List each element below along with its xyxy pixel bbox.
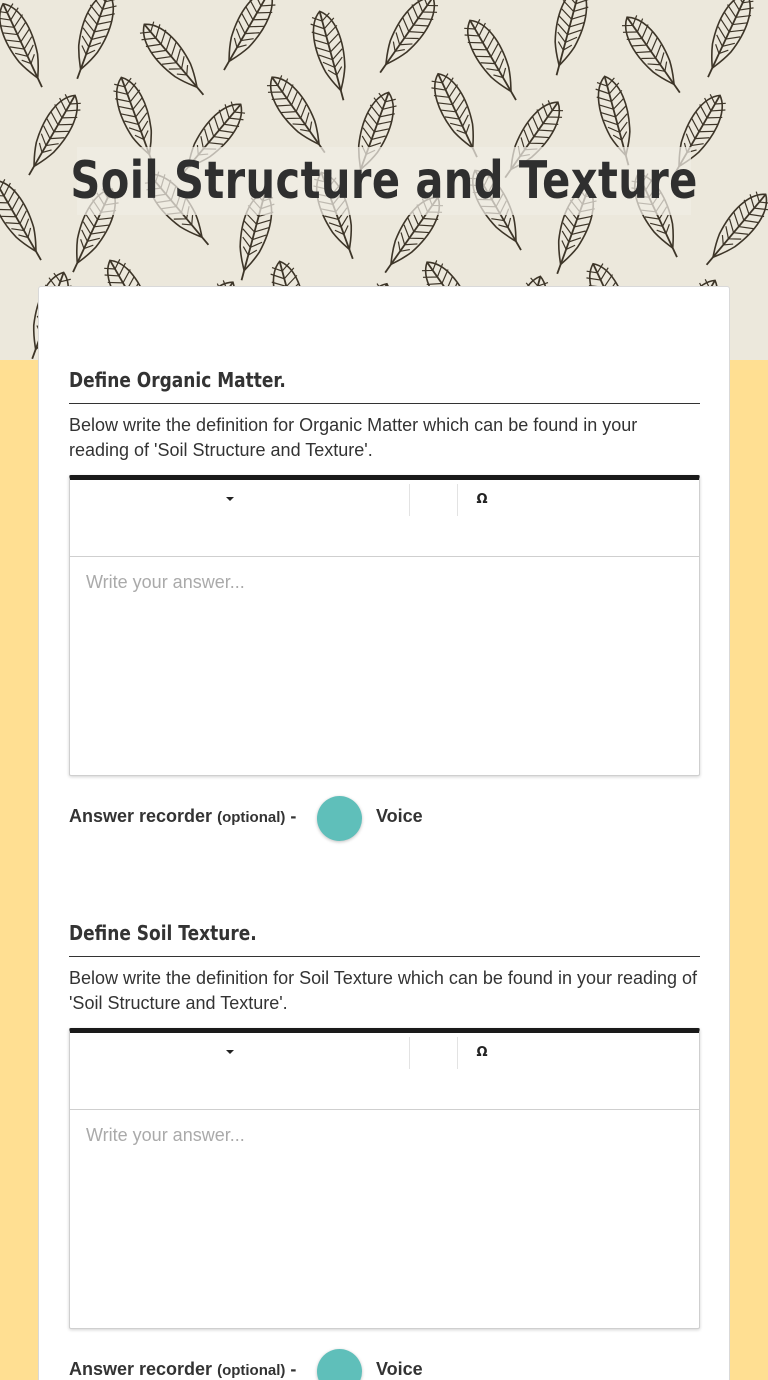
recorder-label — [69, 806, 296, 827]
voice-label: Voice — [376, 1359, 423, 1379]
format-dropdown[interactable] — [70, 484, 410, 516]
question-description: Below write the definition for Organic Matter which can be found in your reading of 'Soil Structure and Texture'. — [69, 415, 638, 460]
editor-toolbar — [70, 1033, 699, 1110]
toolbar-button[interactable] — [411, 484, 458, 516]
question-heading: Define Soil Texture. — [69, 921, 257, 945]
recorder-separator: - — [290, 1359, 297, 1379]
answer-input[interactable]: Write your answer... — [86, 1125, 245, 1145]
question-block — [69, 920, 700, 1380]
recorder-label — [69, 1359, 296, 1380]
recorder-title: Answer recorder — [69, 1359, 213, 1379]
question-description: Below write the definition for Soil Texture which can be found in your reading of 'Soil Structure and Texture'. — [69, 968, 698, 1013]
caret-down-icon — [226, 1050, 234, 1054]
toolbar-button[interactable] — [411, 1037, 458, 1069]
question-heading: Define Organic Matter. — [69, 368, 286, 392]
editor-toolbar — [70, 480, 699, 557]
voice-label: Voice — [376, 806, 423, 826]
recorder-optional: (optional) — [217, 1362, 286, 1379]
format-dropdown[interactable] — [70, 1037, 410, 1069]
recorder-optional: (optional) — [217, 809, 286, 826]
caret-down-icon — [226, 497, 234, 501]
heading-divider — [69, 956, 700, 957]
special-character-button[interactable]: Ω — [476, 492, 488, 507]
answer-recorder — [69, 1349, 700, 1380]
question-block — [69, 367, 700, 842]
page-title: Soil Structure and Texture — [70, 151, 698, 211]
special-character-button[interactable]: Ω — [476, 1045, 488, 1060]
recorder-title: Answer recorder — [69, 806, 213, 826]
recorder-separator: - — [290, 806, 297, 826]
rich-text-editor — [69, 1028, 700, 1329]
heading-divider — [69, 403, 700, 404]
title-banner — [70, 147, 698, 215]
worksheet-card — [38, 286, 730, 1380]
voice-record-button[interactable] — [317, 1349, 362, 1380]
voice-record-button[interactable] — [317, 796, 362, 841]
rich-text-editor — [69, 475, 700, 776]
answer-recorder — [69, 796, 700, 842]
answer-input[interactable]: Write your answer... — [86, 572, 245, 592]
